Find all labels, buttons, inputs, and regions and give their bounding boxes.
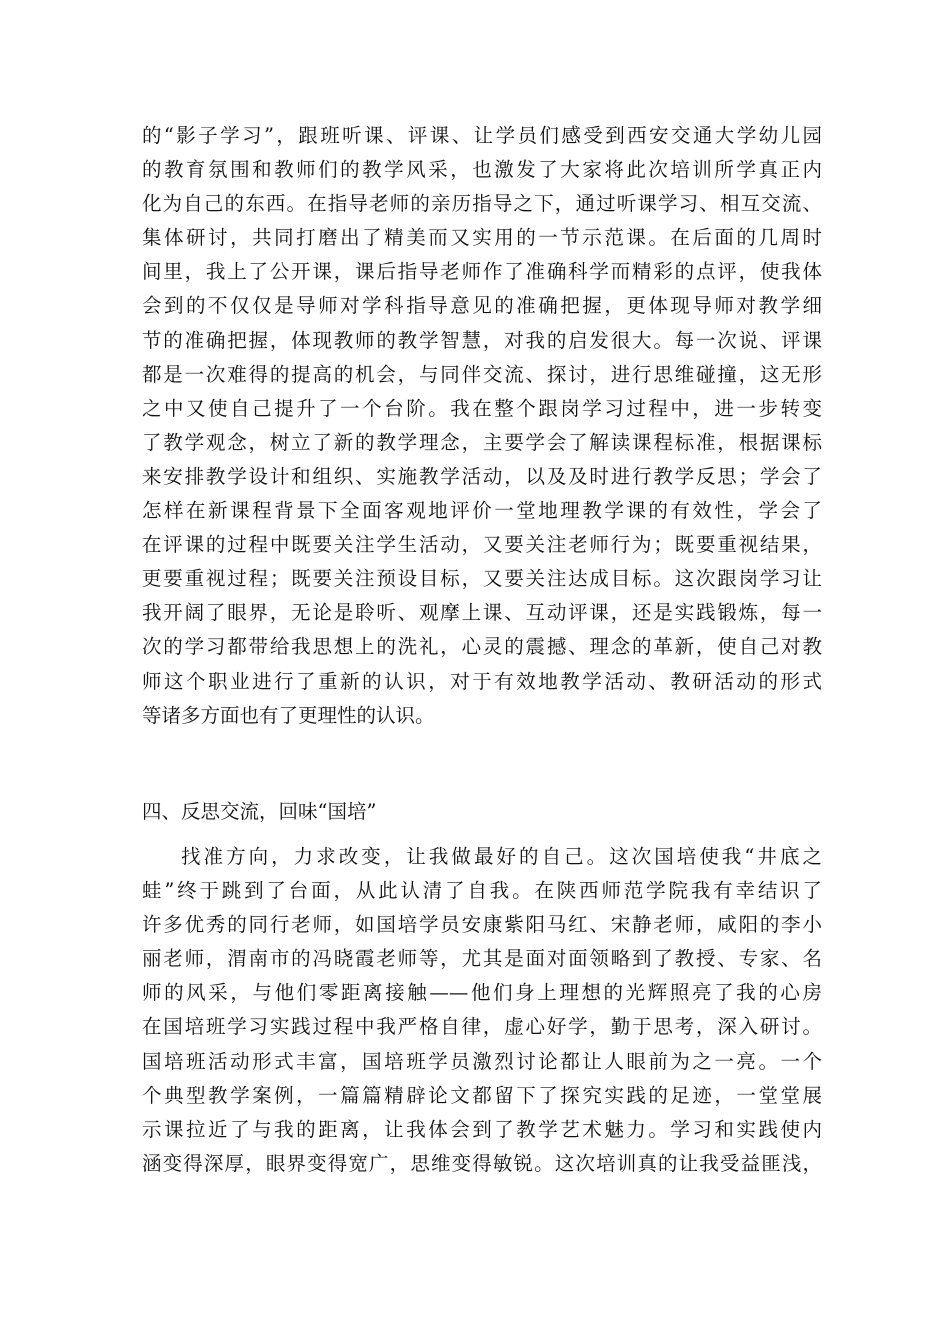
text-line: 了教学观念，树立了新的教学理念，主要学会了解读课程标准，根据课标 [142,430,822,454]
text-line: 次的学习都带给我思想上的洗礼，心灵的震撼、理念的革新，使自己对教 [142,635,822,659]
text-line: 怎样在新课程背景下全面客观地评价一堂地理教学课的有效性，学会了 [142,499,822,523]
text-line: 集体研讨，共同打磨出了精美而又实用的一节示范课。在后面的几周时 [142,226,822,250]
text-line: 在国培班学习实践过程中我严格自律，虚心好学，勤于思考，深入研讨。 [142,1015,822,1039]
text-line: 之中又使自己提升了一个台阶。我在整个跟岗学习过程中，进一步转变 [142,396,822,420]
text-line: 等诸多方面也有了更理性的认识。 [142,703,435,727]
text-line: 涵变得深厚，眼界变得宽广，思维变得敏锐。这次培训真的让我受益匪浅， [142,1151,822,1175]
text-line: 丽老师，渭南市的冯晓霞老师等，尤其是面对面领略到了教授、专家、名 [142,947,822,971]
text-line: 示课拉近了与我的距离，让我体会到了教学艺术魅力。学习和实践使内 [142,1117,822,1141]
body-paragraph-2 [142,840,822,1181]
text-line: 蛙”终于跳到了台面，从此认清了自我。在陕西师范学院我有幸结识了 [142,879,822,903]
text-line: 找准方向，力求改变，让我做最好的自己。这次国培使我“井底之 [181,845,822,868]
text-line: 国培班活动形式丰富，国培班学员激烈讨论都让人眼前为之一亮。一个 [142,1049,822,1073]
text-line: 师这个职业进行了重新的认识，对于有效地教学活动、教研活动的形式 [142,669,822,693]
text-line: 许多优秀的同行老师，如国培学员安康紫阳马红、宋静老师，咸阳的李小 [142,913,822,937]
text-line: 都是一次难得的提高的机会，与同伴交流、探讨，进行思维碰撞，这无形 [142,362,822,386]
text-line: 会到的不仅仅是导师对学科指导意见的准确把握，更体现导师对教学细 [142,294,822,318]
text-line: 师的风采，与他们零距离接触——他们身上理想的光辉照亮了我的心房 [142,981,822,1005]
text-line: 个典型教学案例，一篇篇精辟论文都留下了探究实践的足迹，一堂堂展 [142,1083,822,1107]
text-line: 更要重视过程；既要关注预设目标，又要关注达成目标。这次跟岗学习让 [142,567,822,591]
section-heading [142,795,822,829]
section-heading-text: 四、反思交流，回味“国培” [142,800,377,823]
text-line: 我开阔了眼界，无论是聆听、观摩上课、互动评课，还是实践锻炼，每一 [142,601,822,625]
text-line: 的“影子学习”，跟班听课、评课、让学员们感受到西安交通大学幼儿园 [142,124,822,147]
text-line: 在评课的过程中既要关注学生活动，又要关注老师行为；既要重视结果， [142,533,822,557]
text-line: 的教育氛围和教师们的教学风采，也激发了大家将此次培训所学真正内 [142,158,822,182]
body-paragraph-1 [142,119,822,733]
text-line: 节的准确把握，体现教师的教学智慧，对我的启发很大。每一次说、评课 [142,328,822,352]
text-line: 来安排教学设计和组织、实施教学活动，以及及时进行教学反思；学会了 [142,464,822,488]
text-line: 化为自己的东西。在指导老师的亲历指导之下，通过听课学习、相互交流、 [142,192,822,216]
text-line: 间里，我上了公开课，课后指导老师作了准确科学而精彩的点评，使我体 [142,260,822,284]
